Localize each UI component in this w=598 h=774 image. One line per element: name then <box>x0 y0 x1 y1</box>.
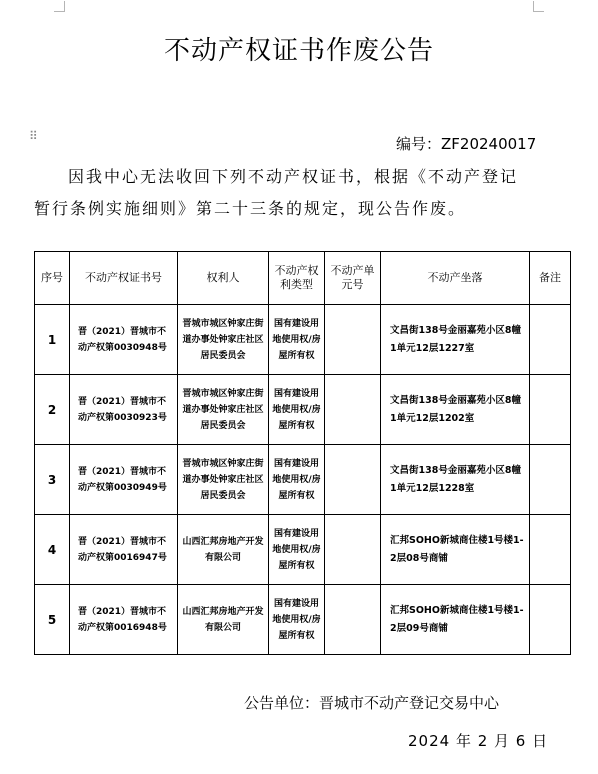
notice-paragraph: 因我中心无法收回下列不动产权证书，根据《不动产登记暂行条例实施细则》第二十三条的规定，现公告作废。 <box>34 167 519 218</box>
row-remark <box>530 375 571 445</box>
table-row <box>35 375 571 445</box>
row-index: 4 <box>35 515 70 585</box>
row-remark <box>530 445 571 515</box>
certificate-table <box>34 251 571 655</box>
row-remark <box>530 305 571 375</box>
issue-date: 2024 年 2 月 6 日 <box>408 732 549 750</box>
row-location: 文昌街138号金丽嘉苑小区8幢1单元12层1227室 <box>381 305 530 375</box>
header-right-type: 不动产权利类型 <box>269 252 325 305</box>
row-index: 2 <box>35 375 70 445</box>
header-certificate: 不动产权证书号 <box>70 252 178 305</box>
row-right-type: 国有建设用地使用权/房屋所有权 <box>269 375 325 445</box>
row-index: 3 <box>35 445 70 515</box>
row-owner: 山西汇邦房地产开发有限公司 <box>178 585 269 655</box>
page-corner-mark-left <box>54 1 65 12</box>
row-owner: 晋城市城区钟家庄街道办事处钟家庄社区居民委员会 <box>178 445 269 515</box>
table-row <box>35 585 571 655</box>
drag-handle-icon[interactable]: ⠿ <box>29 129 39 143</box>
row-certificate: 晋（2021）晋城市不动产权第0016948号 <box>70 585 178 655</box>
row-index: 1 <box>35 305 70 375</box>
row-location: 汇邦SOHO新城商住楼1号楼1-2层09号商铺 <box>381 585 530 655</box>
header-owner: 权利人 <box>178 252 269 305</box>
row-right-type: 国有建设用地使用权/房屋所有权 <box>269 585 325 655</box>
row-certificate: 晋（2021）晋城市不动产权第0030949号 <box>70 445 178 515</box>
row-certificate: 晋（2021）晋城市不动产权第0030923号 <box>70 375 178 445</box>
row-unit-number <box>325 375 381 445</box>
row-certificate: 晋（2021）晋城市不动产权第0016947号 <box>70 515 178 585</box>
row-right-type: 国有建设用地使用权/房屋所有权 <box>269 305 325 375</box>
table-row <box>35 305 571 375</box>
header-location: 不动产坐落 <box>381 252 530 305</box>
serial-number: 编号：ZF20240017 <box>396 135 537 153</box>
page-corner-mark-right <box>533 1 544 12</box>
row-index: 5 <box>35 585 70 655</box>
document-title: 不动产权证书作废公告 <box>163 36 434 66</box>
row-unit-number <box>325 515 381 585</box>
header-unit-number: 不动产单元号 <box>325 252 381 305</box>
row-location: 文昌街138号金丽嘉苑小区8幢1单元12层1202室 <box>381 375 530 445</box>
row-unit-number <box>325 445 381 515</box>
header-remark: 备注 <box>530 252 571 305</box>
row-right-type: 国有建设用地使用权/房屋所有权 <box>269 445 325 515</box>
row-remark <box>530 515 571 585</box>
header-index: 序号 <box>35 252 70 305</box>
row-owner: 山西汇邦房地产开发有限公司 <box>178 515 269 585</box>
row-location: 文昌街138号金丽嘉苑小区8幢1单元12层1228室 <box>381 445 530 515</box>
row-right-type: 国有建设用地使用权/房屋所有权 <box>269 515 325 585</box>
issuing-unit: 公告单位：晋城市不动产登记交易中心 <box>244 694 500 712</box>
row-owner: 晋城市城区钟家庄街道办事处钟家庄社区居民委员会 <box>178 305 269 375</box>
table-row <box>35 445 571 515</box>
row-unit-number <box>325 585 381 655</box>
row-remark <box>530 585 571 655</box>
row-certificate: 晋（2021）晋城市不动产权第0030948号 <box>70 305 178 375</box>
table-header-row <box>35 252 571 305</box>
row-location: 汇邦SOHO新城商住楼1号楼1-2层08号商铺 <box>381 515 530 585</box>
row-unit-number <box>325 305 381 375</box>
row-owner: 晋城市城区钟家庄街道办事处钟家庄社区居民委员会 <box>178 375 269 445</box>
table-row <box>35 515 571 585</box>
